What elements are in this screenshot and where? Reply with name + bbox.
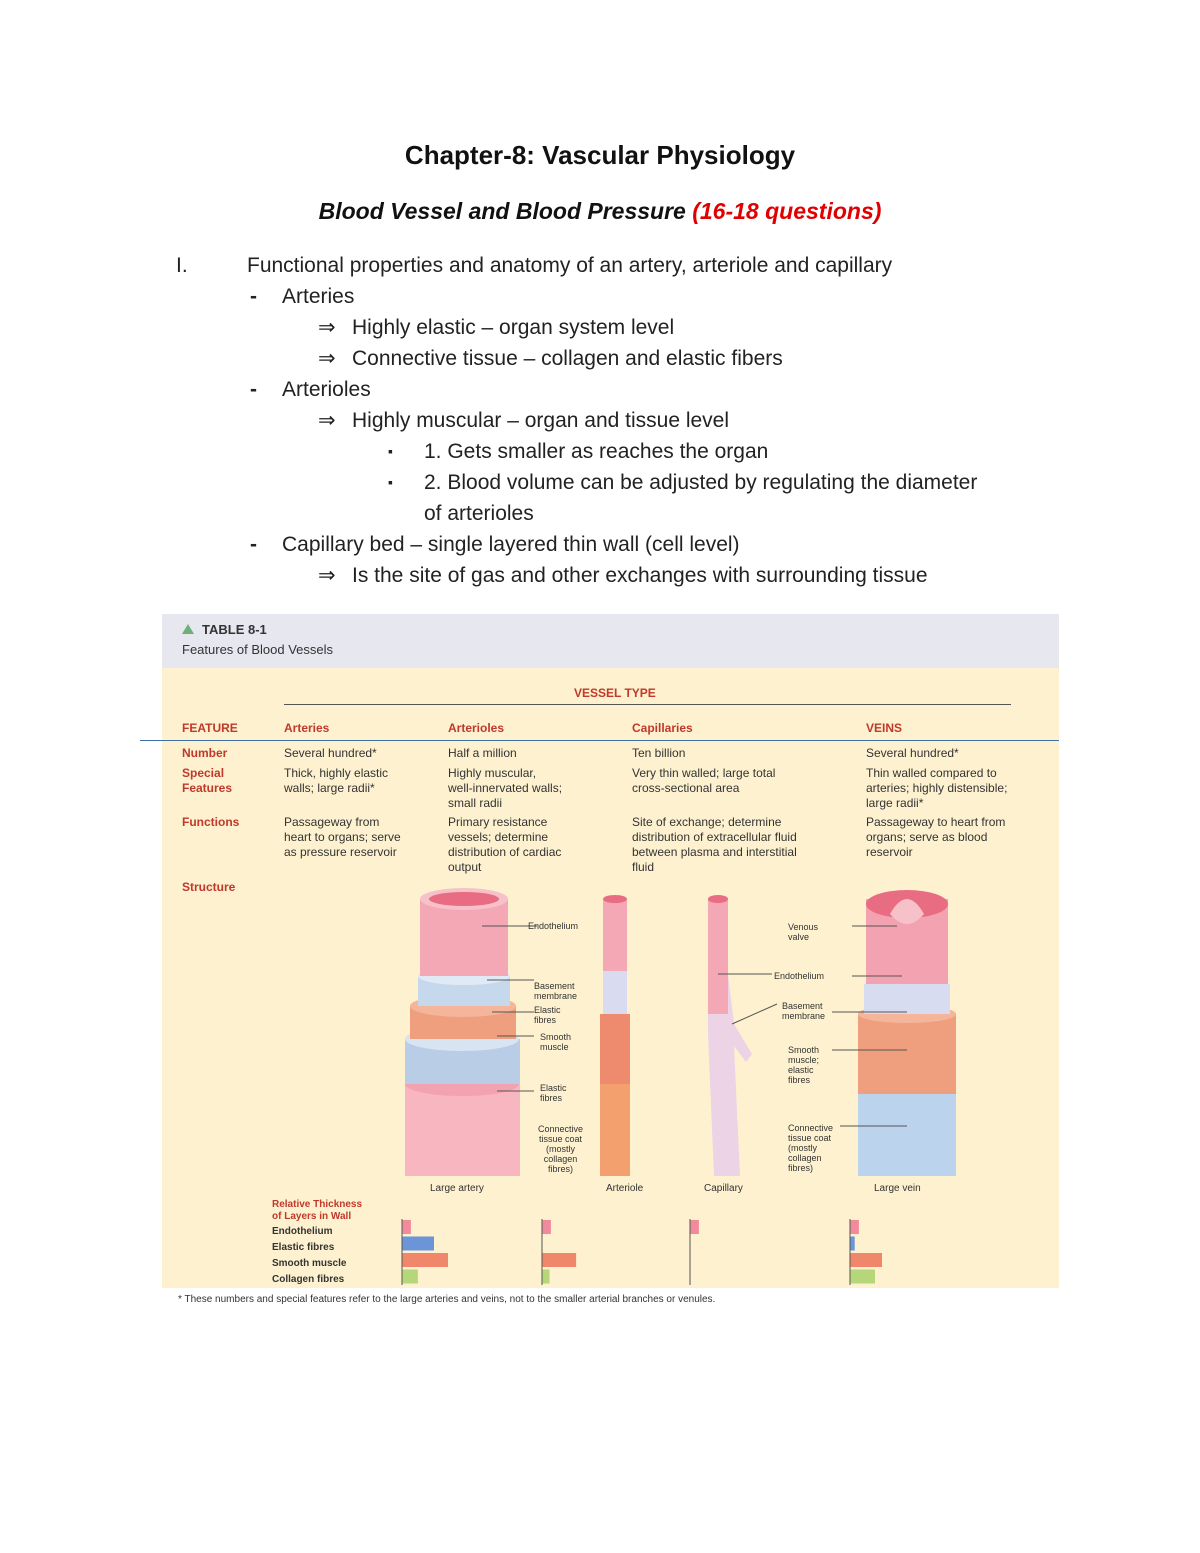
label-line: fibres xyxy=(540,1093,563,1103)
label-line: fibres) xyxy=(788,1163,814,1173)
legend-title-line: of Layers in Wall xyxy=(272,1211,352,1222)
cell-line: arteries; highly distensible; xyxy=(866,781,1008,795)
footnote: * These numbers and special features refer to the large arteries and veins, not to the smaller arterial branches or venules. xyxy=(178,1294,716,1305)
square-bullet: ▪ xyxy=(388,443,393,459)
cell-line: fluid xyxy=(632,860,655,874)
label-line: Basement xyxy=(782,1001,823,1011)
cell-line: cross-sectional area xyxy=(632,781,740,795)
col-veins: VEINS xyxy=(866,721,903,735)
cell-line: large radii* xyxy=(866,796,924,810)
label-line: Venous xyxy=(788,922,819,932)
cell-line: Thick, highly elastic xyxy=(284,766,389,780)
outline-item-capillary: Capillary bed – single layered thin wall (cell level) xyxy=(282,533,740,556)
arrow-bullet: ⇒ xyxy=(318,347,336,370)
label-endothelium: Endothelium xyxy=(528,921,579,931)
cell-line: heart to organs; serve xyxy=(284,830,401,844)
outline-subitem: Connective tissue – collagen and elastic fibers xyxy=(352,347,783,370)
legend-title-line: Relative Thickness xyxy=(272,1199,363,1210)
dash-bullet: - xyxy=(250,378,257,401)
label-line: tissue coat xyxy=(788,1133,832,1143)
section-subtitle xyxy=(0,198,1200,225)
thickness-bar-arteriole-2 xyxy=(543,1253,577,1267)
arrow-bullet: ⇒ xyxy=(318,409,336,432)
cell-line: reservoir xyxy=(866,845,913,859)
cell-line: distribution of cardiac xyxy=(448,845,562,859)
thickness-bars xyxy=(162,614,1059,1312)
cell-line: vessels; determine xyxy=(448,830,549,844)
label-line: elastic xyxy=(788,1065,814,1075)
cell-line: Primary resistance xyxy=(448,815,548,829)
col-arterioles: Arterioles xyxy=(448,721,505,735)
feature-heading: FEATURE xyxy=(182,721,238,735)
cell-line: Passageway to heart from xyxy=(866,815,1006,829)
label-line: Smooth xyxy=(540,1032,572,1042)
cell-line: well-innervated walls; xyxy=(448,781,563,795)
label-line: Smooth xyxy=(788,1045,820,1055)
square-bullet: ▪ xyxy=(388,474,393,490)
thickness-bar-arteriole-0 xyxy=(543,1220,551,1234)
vessel-type-heading: VESSEL TYPE xyxy=(574,686,656,700)
label-line: Connective xyxy=(538,1124,584,1134)
cell: Ten billion xyxy=(632,746,686,760)
label-line: collagen xyxy=(788,1153,822,1163)
outline-subitem: Highly elastic – organ system level xyxy=(352,316,675,339)
row-label-functions: Functions xyxy=(182,815,240,829)
label-line: muscle xyxy=(540,1042,569,1052)
cell: Several hundred* xyxy=(284,746,377,760)
subtitle-text: Blood Vessel and Blood Pressure xyxy=(318,198,686,224)
thickness-bar-large_artery-3 xyxy=(403,1270,418,1284)
outline-subitem: Is the site of gas and other exchanges with surrounding tissue xyxy=(352,564,928,587)
outline-item-arteries: Arteries xyxy=(282,285,355,308)
outline-heading: Functional properties and anatomy of an artery, arteriole and capillary xyxy=(247,254,893,277)
cell: Several hundred* xyxy=(866,746,959,760)
label-line: Basement xyxy=(534,981,575,991)
thickness-bar-capillary-0 xyxy=(691,1220,699,1234)
thickness-bar-large_vein-2 xyxy=(851,1253,883,1267)
label-line: fibres xyxy=(534,1015,557,1025)
cell-line: Highly muscular, xyxy=(448,766,537,780)
outline-subsubitem: 1. Gets smaller as reaches the organ xyxy=(424,440,769,463)
label-line: Connective xyxy=(788,1123,834,1133)
label-line: fibres xyxy=(788,1075,811,1085)
arrow-bullet: ⇒ xyxy=(318,316,336,339)
label-line: tissue coat xyxy=(539,1134,583,1144)
thickness-bar-large_artery-0 xyxy=(403,1220,411,1234)
label-line: Elastic xyxy=(540,1083,567,1093)
caption-large-vein: Large vein xyxy=(874,1183,921,1194)
row-label-number: Number xyxy=(182,746,228,760)
caption-arteriole: Arteriole xyxy=(606,1183,644,1194)
legend-item: Endothelium xyxy=(272,1226,333,1237)
label-line: fibres) xyxy=(548,1164,574,1174)
legend-item: Elastic fibres xyxy=(272,1242,335,1253)
cell-line: Passageway from xyxy=(284,815,380,829)
subtitle-question-count: (16-18 questions) xyxy=(692,198,882,224)
thickness-bar-large_vein-0 xyxy=(851,1220,859,1234)
label-endothelium-vein: Endothelium xyxy=(774,971,825,981)
cell-line: Thin walled compared to xyxy=(866,766,997,780)
row-label-line: Features xyxy=(182,781,233,795)
label-line: (mostly xyxy=(788,1143,817,1153)
col-capillaries: Capillaries xyxy=(632,721,693,735)
cell-line: organs; serve as blood xyxy=(866,830,988,844)
outline-item-arterioles: Arterioles xyxy=(282,378,371,401)
row-label-structure: Structure xyxy=(182,880,236,894)
outline-subsubitem-continued: of arterioles xyxy=(424,502,534,525)
label-line: membrane xyxy=(782,1011,826,1021)
thickness-bar-large_artery-2 xyxy=(403,1253,449,1267)
cell-line: Site of exchange; determine xyxy=(632,815,782,829)
outline-subitem: Highly muscular – organ and tissue level xyxy=(352,409,730,432)
cell-line: distribution of extracellular fluid xyxy=(632,830,797,844)
thickness-bar-large_vein-3 xyxy=(851,1270,876,1284)
dash-bullet: - xyxy=(250,285,257,308)
dash-bullet: - xyxy=(250,533,257,556)
cell-line: Very thin walled; large total xyxy=(632,766,776,780)
label-line: muscle; xyxy=(788,1055,820,1065)
legend-item: Smooth muscle xyxy=(272,1258,347,1269)
thickness-bar-arteriole-3 xyxy=(543,1270,550,1284)
label-line: (mostly xyxy=(546,1144,576,1154)
page-title: Chapter-8: Vascular Physiology xyxy=(404,140,796,170)
cell-line: output xyxy=(448,860,482,874)
table-label: TABLE 8-1 xyxy=(202,622,267,637)
divider-line xyxy=(140,740,1059,741)
label-line: membrane xyxy=(534,991,578,1001)
cell-line: as pressure reservoir xyxy=(284,845,397,859)
row-label-line: Special xyxy=(182,766,225,780)
label-line: Elastic xyxy=(534,1005,561,1015)
thickness-bar-large_vein-1 xyxy=(851,1237,855,1251)
thickness-bar-large_artery-1 xyxy=(403,1237,435,1251)
caption-large-artery: Large artery xyxy=(430,1183,484,1194)
arrow-bullet: ⇒ xyxy=(318,564,336,587)
cell-line: small radii xyxy=(448,796,503,810)
cell-line: walls; large radii* xyxy=(284,781,375,795)
cell-line: between plasma and interstitial xyxy=(632,845,797,859)
label-line: collagen xyxy=(543,1154,578,1164)
caption-capillary: Capillary xyxy=(704,1183,743,1194)
table-figure xyxy=(162,614,1059,1312)
legend-item: Collagen fibres xyxy=(272,1274,345,1285)
label-line: valve xyxy=(788,932,810,942)
cell: Half a million xyxy=(448,746,517,760)
col-arteries: Arteries xyxy=(284,721,330,735)
outline-subsubitem: 2. Blood volume can be adjusted by regulating the diameter xyxy=(424,471,978,494)
table-title: Features of Blood Vessels xyxy=(182,642,334,657)
outline-numeral: I. xyxy=(176,254,188,277)
